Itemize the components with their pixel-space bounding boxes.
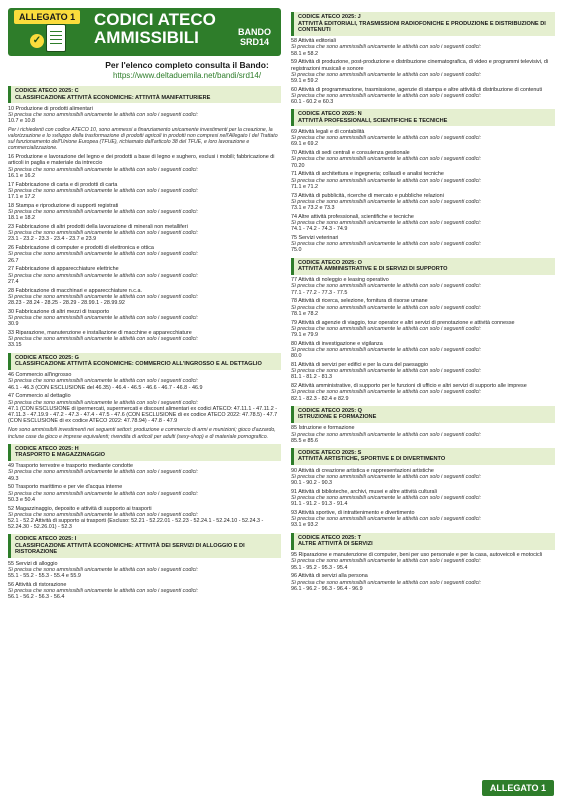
item-codes: 52.1 - 52.2 Attività di supporto ai trasporti (Escluso: 52.21 - 52.22.01 - 52.23 - 52.24.1 - 52.24.10 - 52.24.3 - 52.24.30 - 52.26.01) - 52.3 (8, 518, 264, 531)
item-name: 81 Attività di servizi per edifici e per la cura del paesaggio (291, 361, 428, 368)
item-codes: 75.0 (291, 247, 302, 254)
list-item (8, 203, 281, 222)
item-codes: 93.1 e 93.2 (291, 522, 318, 529)
list-item (291, 277, 555, 296)
list-item (8, 154, 281, 179)
section-title: CLASSIFICAZIONE ATTIVITÀ ECONOMICHE: ATTIVITÀ MANIFATTURIERE (15, 94, 211, 101)
bando-link[interactable]: https://www.deltaduemila.net/bandi/srd14/ (112, 71, 262, 80)
list-item (8, 106, 281, 125)
section-header-q (291, 406, 555, 423)
section-header-i (8, 534, 281, 558)
item-name: 56 Attività di ristorazione (8, 581, 67, 588)
item-name: 27 Fabbricazione di apparecchiature elettriche (8, 266, 119, 273)
item-name: 33 Riparazione, manutenzione e installazione di macchine e apparecchiature (8, 330, 192, 336)
list-item (291, 552, 555, 571)
list-item (8, 288, 281, 307)
item-note: Si precisa che sono ammissibili unicamente le attività con solo i seguenti codici: (8, 272, 198, 279)
item-codes: 60.1 - 60.2 e 60.3 (291, 99, 334, 106)
section-code: CODICE ATECO 2025: S (298, 449, 362, 456)
item-note: Si precisa che sono ammissibili unicamente le attività con solo i seguenti codici: (291, 558, 481, 565)
section-header-c (8, 86, 281, 103)
item-note: Si precisa che sono ammissibili unicamente le attività con solo i seguenti codici: (8, 251, 198, 258)
item-codes: 69.1 e 69.2 (291, 141, 318, 148)
item-name: 47 Commercio al dettaglio (8, 393, 71, 400)
section-code: CODICE ATECO 2025: C (15, 88, 79, 94)
item-note: Si precisa che sono ammissibili unicamente le attività con solo i seguenti codici: (8, 336, 198, 343)
item-name: 74 Altre attività professionali, scientifiche e tecniche (291, 213, 414, 220)
right-column (291, 8, 555, 592)
item-codes: 70.20 (291, 162, 305, 169)
list-item (291, 362, 555, 381)
item-note: Si precisa che sono ammissibili unicamente le attività con solo i seguenti codici: (291, 219, 481, 226)
item-name: 58 Attività editoriali (291, 38, 336, 45)
item-name: 59 Attività di produzione, post-produzione e distribuzione cinematografica, di video e programmi televisivi, di registrazioni musicali e sonore (291, 59, 549, 72)
item-name: 60 Attività di programmazione, trasmissione, agenzie di stampa e altre attività di distribuzione di contenuti (291, 86, 543, 93)
item-note: Si precisa che sono ammissibili unicamente le attività con solo i seguenti codici: (8, 166, 198, 173)
item-note: Si precisa che sono ammissibili unicamente le attività con solo i seguenti codici: (8, 230, 198, 237)
allegato-badge: ALLEGATO 1 (14, 10, 80, 24)
item-name: 46 Commercio all'ingrosso (8, 372, 72, 379)
item-codes: 18.1 e 18.2 (8, 215, 35, 222)
section-title: ISTRUZIONE E FORMAZIONE (298, 414, 377, 421)
item-note: Si precisa che sono ammissibili unicamente le attività con solo i seguenti codici: (291, 304, 481, 311)
list-item (8, 309, 281, 328)
item-codes: 30.9 (8, 321, 19, 328)
item-name: 91 Attività di biblioteche, archivi, musei e altre attività culturali (291, 488, 437, 495)
section-title: ALTRE ATTIVITÀ DI SERVIZI (298, 541, 373, 548)
section-header-s (291, 448, 555, 465)
item-name: 93 Attività sportive, di intrattenimento e divertimento (291, 509, 415, 516)
section-title: CLASSIFICAZIONE ATTIVITÀ ECONOMICHE: COMMERCIO ALL'INGROSSO E AL DETTAGLIO (15, 361, 262, 368)
item-codes: 77.1 - 77.2 - 77.3 - 77.5 (291, 289, 348, 296)
item-note: Si precisa che sono ammissibili unicamente le attività con solo i seguenti codici: (291, 368, 481, 375)
page-title: CODICI ATECO AMMISSIBILI (94, 10, 216, 47)
list-item (8, 506, 281, 531)
item-note: Si precisa che sono ammissibili unicamente le attività con solo i seguenti codici: (291, 156, 481, 163)
list-item (291, 489, 555, 508)
item-name: 85 Istruzione e formazione (291, 425, 355, 432)
item-codes: 23.1 - 23.2 - 23.3 - 23.4 - 23.7 e 23.9 (8, 236, 97, 243)
list-item (8, 372, 281, 391)
section-code: CODICE ATECO 2025: G (15, 354, 80, 361)
item-note: Si precisa che sono ammissibili unicamente le attività con solo i seguenti codici: (8, 399, 198, 406)
item-name: 75 Servizi veterinari (291, 234, 339, 241)
item-name: 80 Attività di investigazione e vigilanza (291, 340, 383, 347)
item-note: Si precisa che sono ammissibili unicamente le attività con solo i seguenti codici: (291, 92, 481, 99)
section-header-g (8, 353, 281, 370)
section-code: CODICE ATECO 2025: N (298, 111, 362, 118)
item-codes: 80.0 (291, 353, 302, 360)
item-codes: 71.1 e 71.2 (291, 183, 318, 190)
item-note: Si precisa che sono ammissibili unicamente le attività con solo i seguenti codici: (8, 315, 198, 321)
list-item (291, 193, 555, 212)
item-note: Si precisa che sono ammissibili unicamente le attività con solo i seguenti codici: (8, 111, 198, 118)
section-title: ATTIVITÀ EDITORIALI, TRASMISSIONI RADIOFONICHE E PRODUZIONE E DISTRIBUZIONE DI CONTENUTI (298, 20, 546, 33)
item-name: 82 Attività amministrative, di supporto per le funzioni di ufficio e altri servizi di supporto alle imprese (291, 383, 527, 390)
item-name: 18 Stampa e riproduzione di supporti registrati (8, 202, 119, 209)
list-item (8, 582, 281, 601)
item-name: 71 Attività di architettura e ingegneria; collaudi e analisi tecniche (291, 171, 444, 178)
list-item (291, 510, 555, 529)
item-codes: 55.1 - 55.2 - 55.3 - 55.4 e 55.9 (8, 572, 81, 579)
list-item (291, 468, 555, 487)
section-header-j (291, 12, 555, 36)
footer-allegato-badge: ALLEGATO 1 (482, 780, 554, 796)
item-codes: 47.1 (CON ESCLUSIONE di ipermercati, supermercati e discount alimentari ex codici ATECO: 47.11.1 - 47.11.2 - 47.11.3 - 47.19.9 - 47.2 - 47.3 - 47.4 - 47.5 - 47.6 (CON ESCLUSIONE di ex codice ATECO 2022: 47.78.5) - 47.7 (CON ESCLUSIONE di ex codice ATECO 2022: 47.78.94) - 47.8 - 47.9 (8, 405, 278, 425)
list-item (8, 484, 281, 503)
item-codes: 46.1 - 46.3 (CON ESCLUSIONE del 46.35) - 46.4 - 46.5 - 46.6 - 46.7 - 46.8 - 46.9 (8, 384, 203, 391)
section-note: Per i richiedenti con codice ATECO 10, sono ammessi a finanziamento unicamente investimenti per la creazione, la valorizzazione e lo sviluppo della trasformazione di prodotti agricoli in prodotti non compresi nell'Allegato I del Trattato sul funzionamento dell'Unione Europea (TFUE), richiamato dall'articolo 38 del TFUE, e loro lavorazione e commercializzazione. (8, 127, 278, 152)
list-item (291, 341, 555, 360)
item-codes: 10.7 e 10.8 (8, 118, 35, 124)
section-code: CODICE ATECO 2025: Q (298, 407, 363, 414)
item-codes: 74.1 - 74.2 - 74.3 - 74.9 (291, 226, 348, 233)
list-item (291, 214, 555, 233)
section-code: CODICE ATECO 2025: T (298, 534, 362, 541)
item-codes: 90.1 - 90.2 - 90.3 (291, 479, 333, 486)
section-header-h (8, 444, 281, 461)
list-item (291, 573, 555, 592)
item-name: 23 Fabbricazione di altri prodotti della lavorazione di minerali non metalliferi (8, 223, 188, 230)
item-codes: 28.23 - 28.24 - 28.25 - 28.29 - 28.99.1 - 28.99.92 (8, 300, 125, 306)
section-note: Non sono ammissibili investimenti nei seguenti settori: produzione e commercio di armi e munizioni; gioco d'azzardo, incluse case da gioco e imprese equivalenti; rivendita di articoli per adulti (sexy-shop) e di materiale pornografico. (8, 427, 276, 440)
item-note: Si precisa che sono ammissibili unicamente le attività con solo i seguenti codici: (8, 208, 198, 215)
item-note: Si precisa che sono ammissibili unicamente le attività con solo i seguenti codici: (291, 325, 481, 332)
list-item (291, 171, 555, 190)
list-item (291, 150, 555, 169)
section-code: CODICE ATECO 2025: O (298, 259, 363, 266)
list-item (8, 182, 281, 201)
section-header-o (291, 258, 555, 275)
item-codes: 73.1 e 73.2 e 73.3 (291, 204, 335, 211)
item-codes: 82.1 - 82.3 - 82.4 e 82.9 (291, 395, 349, 402)
item-note: Si precisa che sono ammissibili unicamente le attività con solo i seguenti codici: (291, 494, 481, 501)
item-note: Si precisa che sono ammissibili unicamente le attività con solo i seguenti codici: (8, 511, 198, 518)
item-note: Si precisa che sono ammissibili unicamente le attività con solo i seguenti codici: (291, 71, 481, 78)
item-codes: 81.1 - 81.2 - 81.3 (291, 374, 333, 381)
list-item (291, 235, 555, 254)
list-item (8, 330, 281, 349)
list-item (8, 224, 281, 243)
list-item (291, 425, 555, 444)
item-codes: 85.5 e 85.6 (291, 437, 318, 444)
list-item (8, 393, 281, 424)
list-item (8, 245, 281, 264)
item-note: Si precisa che sono ammissibili unicamente le attività con solo i seguenti codici: (8, 378, 198, 385)
item-name: 30 Fabbricazione di altri mezzi di trasporto (8, 308, 110, 315)
section-header-t (291, 533, 555, 550)
list-item (291, 298, 555, 317)
list-item (291, 383, 555, 402)
item-codes: 16.1 e 16.2 (8, 172, 35, 179)
item-name: 96 Attività di servizi alla persona (291, 573, 368, 580)
item-codes: 95.1 - 95.2 - 95.3 - 95.4 (291, 564, 348, 571)
item-name: 16 Produzione e lavorazione del legno e dei prodotti a base di legno e sughero, esclusi i mobili; fabbricazione di articoli in paglia e materiale da intreccio (8, 154, 275, 167)
item-name: 79 Attività di agenzie di viaggio, tour operator e altri servizi di prenotazione e attività connesse (291, 319, 515, 326)
item-note: Si precisa che sono ammissibili unicamente le attività con solo i seguenti codici: (291, 346, 481, 353)
item-note: Si precisa che sono ammissibili unicamente le attività con solo i seguenti codici: (8, 187, 198, 194)
list-item (291, 87, 555, 106)
item-codes: 96.1 - 96.2 - 96.3 - 96.4 - 96.9 (291, 585, 363, 592)
section-title: ATTIVITÀ AMMINISTRATIVE E DI SERVIZI DI SUPPORTO (298, 266, 448, 273)
item-name: 50 Trasporto marittimo e per vie d'acqua interne (8, 484, 123, 491)
item-name: 78 Attività di ricerca, selezione, fornitura di risorse umane (291, 298, 428, 305)
item-codes: 56.1 - 56.2 - 56.3 - 56.4 (8, 594, 65, 601)
section-code: CODICE ATECO 2025: H (15, 445, 79, 452)
item-note: Si precisa che sono ammissibili unicamente le attività con solo i seguenti codici: (8, 587, 198, 594)
item-codes: 27.4 (8, 278, 19, 285)
item-note: Si precisa che sono ammissibili unicamente le attività con solo i seguenti codici: (291, 579, 481, 586)
item-codes: 17.1 e 17.2 (8, 193, 35, 200)
item-note: Si precisa che sono ammissibili unicamente le attività con solo i seguenti codici: (291, 198, 481, 205)
item-codes: 50.3 e 50.4 (8, 496, 35, 503)
item-note: Si precisa che sono ammissibili unicamente le attività con solo i seguenti codici: (291, 135, 481, 142)
item-note: Si precisa che sono ammissibili unicamente le attività con solo i seguenti codici: (291, 516, 481, 523)
item-name: 17 Fabbricazione di carta e di prodotti di carta (8, 181, 118, 188)
item-name: 10 Produzione di prodotti alimentari (8, 105, 93, 112)
item-note: Si precisa che sono ammissibili unicamente le attività con solo i seguenti codici: (291, 473, 481, 480)
item-note: Si precisa che sono ammissibili unicamente le attività con solo i seguenti codici: (8, 469, 198, 476)
item-name: 55 Servizi di alloggio (8, 560, 58, 567)
item-codes: 78.1 e 78.2 (291, 310, 318, 317)
item-note: Si precisa che sono ammissibili unicamente le attività con solo i seguenti codici: (291, 44, 481, 51)
item-codes: 91.1 - 91.2 - 91.3 - 91.4 (291, 501, 348, 508)
item-codes: 33.15 (8, 342, 22, 349)
item-note: Si precisa che sono ammissibili unicamente le attività con solo i seguenti codici: (291, 177, 481, 184)
page-header (8, 0, 281, 82)
item-name: 73 Attività di pubblicità, ricerche di mercato e pubbliche relazioni (291, 192, 444, 199)
item-note: Si precisa che sono ammissibili unicamente le attività con solo i seguenti codici: (8, 293, 198, 300)
section-title: ATTIVITÀ ARTISTICHE, SPORTIVE E DI DIVERTIMENTO (298, 456, 446, 463)
item-codes: 79.1 e 79.9 (291, 331, 318, 338)
section-title: TRASPORTO E MAGAZZINAGGIO (15, 452, 106, 459)
item-codes: 26.7 (8, 257, 19, 264)
item-name: 90 Attività di creazione artistica e rappresentazioni artistiche (291, 467, 434, 474)
item-note: Si precisa che sono ammissibili unicamente le attività con solo i seguenti codici: (291, 283, 481, 290)
item-note: Si precisa che sono ammissibili unicamente le attività con solo i seguenti codici: (291, 431, 481, 438)
list-item (291, 320, 555, 339)
item-note: Si precisa che sono ammissibili unicamente le attività con solo i seguenti codici: (8, 490, 198, 497)
bando-label: BANDO SRD14 (238, 27, 271, 47)
section-code: CODICE ATECO 2025: I (15, 536, 77, 543)
item-name: 70 Attività di sedi centrali e consulenza gestionale (291, 150, 410, 157)
document-check-icon (46, 24, 66, 52)
left-column (8, 0, 281, 600)
section-title: CLASSIFICAZIONE ATTIVITÀ ECONOMICHE: ATTIVITÀ DEI SERVIZI DI ALLOGGIO E DI RISTORAZIONE (15, 542, 245, 556)
item-name: 77 Attività di noleggio e leasing operativo (291, 277, 389, 284)
item-codes: 49.3 (8, 475, 19, 482)
list-item (291, 38, 555, 57)
list-item (291, 59, 555, 84)
item-name: 26 Fabbricazione di computer e prodotti di elettronica e ottica (8, 245, 154, 252)
item-name: 69 Attività legali e di contabilità (291, 128, 365, 135)
item-name: 95 Riparazione e manutenzione di computer, beni per uso personale e per la casa, autoveicoli e motocicli (291, 552, 543, 559)
list-item (8, 266, 281, 285)
list-item (8, 561, 281, 580)
item-name: 28 Fabbricazione di macchinari e apparecchiature n.c.a. (8, 287, 142, 294)
item-note: Si precisa che sono ammissibili unicamente le attività con solo i seguenti codici: (8, 566, 198, 573)
checkmark-icon: ✓ (30, 34, 44, 48)
list-item (291, 129, 555, 148)
item-codes: 59.1 e 59.2 (291, 77, 318, 84)
item-name: 49 Trasporto terrestre e trasporto mediante condotte (8, 463, 133, 470)
list-item (8, 463, 281, 482)
header-subtitle: Per l'elenco completo consulta il Bando: (105, 60, 269, 70)
item-codes: 58.1 e 58.2 (291, 50, 318, 57)
section-title: ATTIVITÀ PROFESSIONALI, SCIENTIFICHE E TECNICHE (298, 117, 448, 124)
section-header-n (291, 109, 555, 126)
item-note: Si precisa che sono ammissibili unicamente le attività con solo i seguenti codici: (291, 241, 481, 248)
item-name: 52 Magazzinaggio, deposito e attività di supporto ai trasporti (8, 505, 152, 512)
item-note: Si precisa che sono ammissibili unicamente le attività con solo i seguenti codici: (291, 389, 481, 396)
section-code: CODICE ATECO 2025: J (298, 14, 361, 20)
